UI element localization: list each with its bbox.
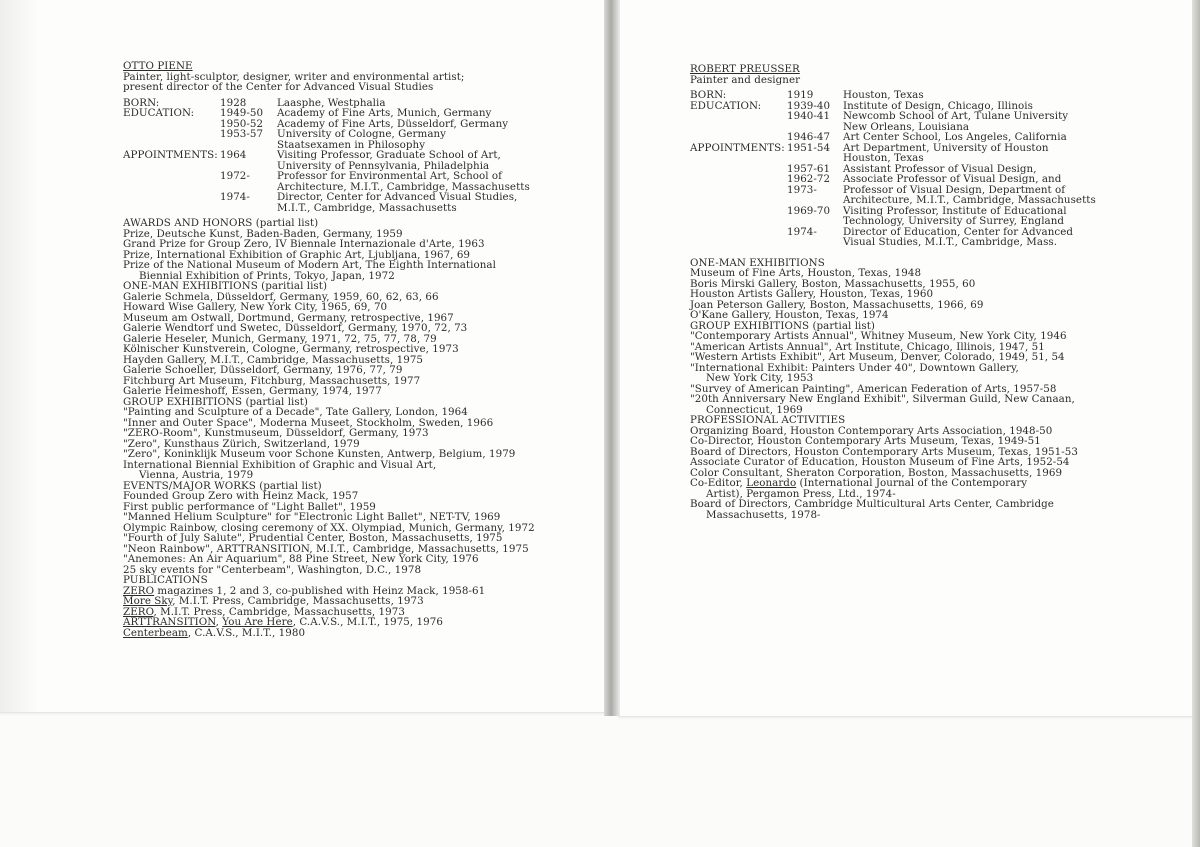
bio-year: 1940-41 bbox=[787, 110, 831, 122]
bio-label bbox=[690, 174, 787, 185]
list-item: 25 sky events for "Centerbeam", Washington, D.C., 1978 bbox=[123, 563, 422, 576]
section-heading-group: GROUP EXHIBITIONS (partial list) bbox=[690, 319, 875, 332]
list-item: Co-Editor, Leonardo (International Journal of the Contemporary bbox=[690, 477, 1028, 489]
bio-year: 1928 bbox=[220, 96, 247, 109]
list-item: "American Artists Annual", Art Institute, Chicago, Illinois, 1947, 51 bbox=[690, 340, 1045, 353]
bio-label bbox=[123, 161, 220, 172]
bio-year bbox=[220, 203, 277, 214]
bio-year: 1946-47 bbox=[787, 131, 831, 143]
events-list bbox=[123, 491, 593, 575]
bio-year: 1919 bbox=[787, 89, 814, 101]
list-item: First public performance of "Light Ballet", 1959 bbox=[123, 500, 376, 513]
bio-text: New Orleans, Louisiana bbox=[843, 120, 970, 133]
bio-text: University of Cologne, Germany bbox=[277, 128, 447, 140]
list-item: "Zero", Koninklijk Museum voor Schone Kunsten, Antwerp, Belgium, 1979 bbox=[123, 448, 516, 460]
list-item: "Manned Helium Sculpture" for "Electronic Light Ballet", NET-TV, 1969 bbox=[123, 511, 501, 523]
book-gutter bbox=[604, 0, 620, 716]
bio-year: 1973- bbox=[787, 183, 817, 196]
list-item: Organizing Board, Houston Contemporary Arts Association, 1948-50 bbox=[690, 424, 1053, 437]
bio-label bbox=[690, 206, 787, 217]
list-item: "Survey of American Painting", American Federation of Arts, 1957-58 bbox=[690, 382, 1057, 395]
bio-label bbox=[690, 122, 787, 133]
list-item: Artist), Pergamon Press, Ltd., 1974- bbox=[706, 487, 896, 500]
bio-text: Director, Center for Advanced Visual Studies, bbox=[277, 191, 518, 203]
list-item: New York City, 1953 bbox=[706, 372, 814, 384]
list-item: Galerie Schoeller, Düsseldorf, Germany, 1976, 77, 79 bbox=[123, 364, 403, 376]
bio-text: Houston, Texas bbox=[843, 89, 924, 101]
bio-year bbox=[787, 195, 843, 206]
awards-list bbox=[123, 229, 593, 271]
bio-label bbox=[690, 132, 787, 143]
artist-description bbox=[690, 75, 1150, 86]
bio-text: Newcomb School of Art, Tulane University bbox=[843, 110, 1069, 122]
list-item: Galerie Heimeshoff, Essen, Germany, 1974, 1977 bbox=[123, 385, 382, 397]
bio-year: 1972- bbox=[220, 170, 250, 182]
bio-year: 1974- bbox=[220, 191, 250, 203]
left-page-edge-shading bbox=[0, 0, 40, 712]
bio-label bbox=[690, 195, 787, 206]
list-item: "Anemones: An Air Aquarium", 88 Pine Street, New York City, 1976 bbox=[123, 553, 479, 565]
list-item: Howard Wise Gallery, New York City, 1965, 69, 70 bbox=[123, 301, 388, 313]
list-item: Biennial Exhibition of Prints, Tokyo, Japan, 1972 bbox=[139, 269, 395, 282]
list-item: Founded Group Zero with Heinz Mack, 1957 bbox=[123, 490, 359, 502]
bio-year: 1964 bbox=[220, 149, 247, 161]
bio-table bbox=[690, 90, 1150, 248]
artist-name: OTTO PIENE bbox=[123, 60, 193, 72]
bio-label bbox=[690, 237, 787, 248]
bio-text: Visiting Professor, Institute of Educational bbox=[843, 204, 1067, 217]
list-item: "Zero", Kunsthaus Zürich, Switzerland, 1979 bbox=[123, 437, 360, 450]
bio-text: Houston, Texas bbox=[843, 152, 924, 164]
list-item: "Inner and Outer Space", Moderna Museet, Stockholm, Sweden, 1966 bbox=[123, 416, 494, 429]
bio-text: M.I.T., Cambridge, Massachusetts bbox=[277, 201, 457, 214]
bio-year: 1953-57 bbox=[220, 128, 264, 140]
bio-label: EDUCATION: bbox=[123, 107, 195, 119]
list-item: Fitchburg Art Museum, Fitchburg, Massachusetts, 1977 bbox=[123, 374, 421, 387]
list-item: Galerie Wendtorf und Swetec, Düsseldorf, Germany, 1970, 72, 73 bbox=[123, 322, 468, 334]
section-heading-professional: PROFESSIONAL ACTIVITIES bbox=[690, 414, 846, 426]
one-man-list bbox=[690, 268, 1150, 321]
section-heading-awards: AWARDS AND HONORS (partial list) bbox=[123, 217, 319, 229]
bio-year bbox=[787, 153, 843, 164]
bio-year: 1950-52 bbox=[220, 117, 264, 130]
bio-label bbox=[123, 171, 220, 182]
list-item: "Fourth of July Salute", Prudential Center, Boston, Massachusetts, 1975 bbox=[123, 532, 503, 544]
bio-text: Institute of Design, Chicago, Illinois bbox=[843, 99, 1033, 112]
bio-text: Director of Education, Center for Advanced bbox=[843, 225, 1074, 238]
publications-list bbox=[123, 586, 593, 639]
list-item: Massachusetts, 1978- bbox=[706, 508, 821, 521]
list-item: Co-Director, Houston Contemporary Arts Museum, Texas, 1949-51 bbox=[690, 435, 1041, 447]
section-heading-one-man: ONE-MAN EXHIBITIONS (paritial list) bbox=[123, 280, 328, 292]
bio-label bbox=[123, 119, 220, 130]
bio-label bbox=[123, 203, 220, 214]
robert-preusser-bio bbox=[690, 64, 1150, 520]
bio-label bbox=[690, 185, 787, 196]
list-item: Prize of the National Museum of Modern Art, The Eighth International bbox=[123, 259, 496, 271]
group-list bbox=[123, 407, 593, 470]
list-item: Vienna, Austria, 1979 bbox=[139, 469, 254, 481]
list-item: Board of Directors, Houston Contemporary Arts Museum, Texas, 1951-53 bbox=[690, 445, 1078, 458]
group-list-continued bbox=[690, 384, 1150, 405]
bio-text: Visiting Professor, Graduate School of Art, bbox=[277, 149, 501, 161]
list-item: "International Exhibit: Painters Under 40", Downtown Gallery, bbox=[690, 361, 1019, 374]
bio-label bbox=[690, 227, 787, 238]
list-item: Museum am Ostwall, Dortmund, Germany, retrospective, 1967 bbox=[123, 311, 454, 324]
bio-year: 1969-70 bbox=[787, 204, 831, 217]
bio-table bbox=[123, 98, 593, 214]
bio-label bbox=[690, 164, 787, 175]
list-item: Associate Curator of Education, Houston Museum of Fine Arts, 1952-54 bbox=[690, 456, 1070, 468]
list-item: Hayden Gallery, M.I.T., Cambridge, Massachusetts, 1975 bbox=[123, 353, 424, 366]
bio-text: Professor for Environmental Art, School of bbox=[277, 170, 503, 182]
bio-label bbox=[123, 129, 220, 140]
bio-text: Architecture, M.I.T., Cambridge, Massachusetts bbox=[277, 180, 530, 193]
bio-text: Staatsexamen in Philosophy bbox=[277, 138, 426, 151]
section-heading-events: EVENTS/MAJOR WORKS (partial list) bbox=[123, 479, 322, 492]
list-item: Color Consultant, Sheraton Corporation, Boston, Massachusetts, 1969 bbox=[690, 466, 1063, 479]
list-item: Houston Artists Gallery, Houston, Texas, 1960 bbox=[690, 288, 934, 300]
bio-text: Assistant Professor of Visual Design, bbox=[843, 162, 1037, 175]
bio-year bbox=[787, 237, 843, 248]
list-item: ZERO magazines 1, 2 and 3, co-published with Heinz Mack, 1958-61 bbox=[123, 584, 486, 597]
bio-year: 1939-40 bbox=[787, 99, 831, 112]
list-item: ZERO, M.I.T. Press, Cambridge, Massachusetts, 1973 bbox=[123, 605, 405, 618]
list-item: Board of Directors, Cambridge Multicultural Arts Center, Cambridge bbox=[690, 498, 1054, 510]
list-item: ARTTRANSITION, You Are Here, C.A.V.S., M.I.T., 1975, 1976 bbox=[123, 616, 443, 628]
bio-text: Architecture, M.I.T., Cambridge, Massachusetts bbox=[843, 194, 1096, 206]
list-item: O'Kane Gallery, Houston, Texas, 1974 bbox=[690, 309, 889, 321]
artist-name: ROBERT PREUSSER bbox=[690, 63, 800, 75]
bio-label: BORN: bbox=[690, 89, 727, 101]
bio-text: Academy of Fine Arts, Munich, Germany bbox=[277, 107, 492, 119]
list-item: "ZERO-Room", Kunstmuseum, Düsseldorf, Germany, 1973 bbox=[123, 427, 429, 439]
bio-label: EDUCATION: bbox=[690, 99, 762, 112]
bio-year: 1957-61 bbox=[787, 162, 831, 175]
bio-label bbox=[690, 216, 787, 227]
list-item: Grand Prize for Group Zero, IV Biennale Internazionale d'Arte, 1963 bbox=[123, 238, 485, 250]
bio-label: BORN: bbox=[123, 96, 160, 109]
bio-label bbox=[123, 182, 220, 193]
bio-year: 1949-50 bbox=[220, 107, 264, 119]
bio-year: 1962-72 bbox=[787, 173, 831, 185]
bio-label: APPOINTMENTS: bbox=[690, 141, 785, 154]
list-item: "20th Anniversary New England Exhibit", Silverman Guild, New Canaan, bbox=[690, 393, 1075, 405]
bio-label bbox=[690, 111, 787, 122]
bio-text: Visual Studies, M.I.T., Cambridge, Mass. bbox=[843, 236, 1058, 248]
bio-text: University of Pennsylvania, Philadelphia bbox=[277, 159, 490, 172]
list-item: "Western Artists Exhibit", Art Museum, Denver, Colorado, 1949, 51, 54 bbox=[690, 351, 1065, 363]
list-item: "Painting and Sculpture of a Decade", Tate Gallery, London, 1964 bbox=[123, 406, 468, 418]
bio-text: Laasphe, Westphalia bbox=[277, 96, 386, 109]
bio-year bbox=[787, 216, 843, 227]
list-item: Olympic Rainbow, closing ceremony of XX. Olympiad, Munich, Germany, 1972 bbox=[123, 521, 535, 534]
bio-label bbox=[123, 192, 220, 203]
bio-text: Associate Professor of Visual Design, and bbox=[843, 173, 1062, 185]
professional-list bbox=[690, 426, 1150, 479]
bio-year: 1974- bbox=[787, 225, 817, 238]
list-item: Prize, Deutsche Kunst, Baden-Baden, Germany, 1959 bbox=[123, 227, 403, 240]
bio-text: Technology, University of Surrey, England bbox=[843, 215, 1065, 227]
list-item: Boris Mirski Gallery, Boston, Massachusetts, 1955, 60 bbox=[690, 277, 976, 290]
right-page-edge bbox=[1192, 0, 1200, 847]
bio-text: Professor of Visual Design, Department of bbox=[843, 183, 1066, 196]
list-item: present director of the Center for Advanced Visual Studies bbox=[123, 81, 434, 93]
bio-label bbox=[690, 153, 787, 164]
list-item: Joan Peterson Gallery, Boston, Massachusetts, 1966, 69 bbox=[690, 298, 984, 311]
list-item: Museum of Fine Arts, Houston, Texas, 1948 bbox=[690, 267, 922, 279]
list-item: International Biennial Exhibition of Graphic and Visual Art, bbox=[123, 458, 437, 471]
bio-text: Academy of Fine Arts, Düsseldorf, Germany bbox=[277, 117, 509, 130]
section-heading-publications: PUBLICATIONS bbox=[123, 574, 208, 586]
group-list bbox=[690, 331, 1150, 373]
section-heading-one-man: ONE-MAN EXHIBITIONS bbox=[690, 256, 825, 269]
list-item: Kölnischer Kunstverein, Cologne, Germany, retrospective, 1973 bbox=[123, 343, 459, 355]
list-item: Painter and designer bbox=[690, 73, 801, 86]
bio-year: 1951-54 bbox=[787, 141, 831, 154]
section-heading-group: GROUP EXHIBITIONS (partial list) bbox=[123, 395, 308, 408]
list-item: Connecticut, 1969 bbox=[706, 403, 803, 416]
list-item: More Sky, M.I.T. Press, Cambridge, Massachusetts, 1973 bbox=[123, 595, 424, 607]
list-item: Prize, International Exhibition of Graphic Art, Ljubljana, 1967, 69 bbox=[123, 248, 471, 261]
bio-label: APPOINTMENTS: bbox=[123, 149, 218, 161]
list-item: Galerie Schmela, Düsseldorf, Germany, 1959, 60, 62, 63, 66 bbox=[123, 290, 439, 303]
bio-text: Art Department, University of Houston bbox=[843, 141, 1049, 154]
list-item: "Neon Rainbow", ARTTRANSITION, M.I.T., Cambridge, Massachusetts, 1975 bbox=[123, 542, 529, 555]
list-item: Centerbeam, C.A.V.S., M.I.T., 1980 bbox=[123, 626, 306, 639]
one-man-list bbox=[123, 292, 593, 397]
otto-piene-bio bbox=[123, 61, 593, 638]
bio-text: Art Center School, Los Angeles, California bbox=[843, 131, 1067, 143]
list-item: Galerie Heseler, Munich, Germany, 1971, 72, 75, 77, 78, 79 bbox=[123, 332, 437, 345]
list-item: "Contemporary Artists Annual", Whitney Museum, New York City, 1946 bbox=[690, 330, 1067, 342]
list-item: Painter, light-sculptor, designer, writer and environmental artist; bbox=[123, 70, 465, 83]
artist-description bbox=[123, 72, 593, 93]
